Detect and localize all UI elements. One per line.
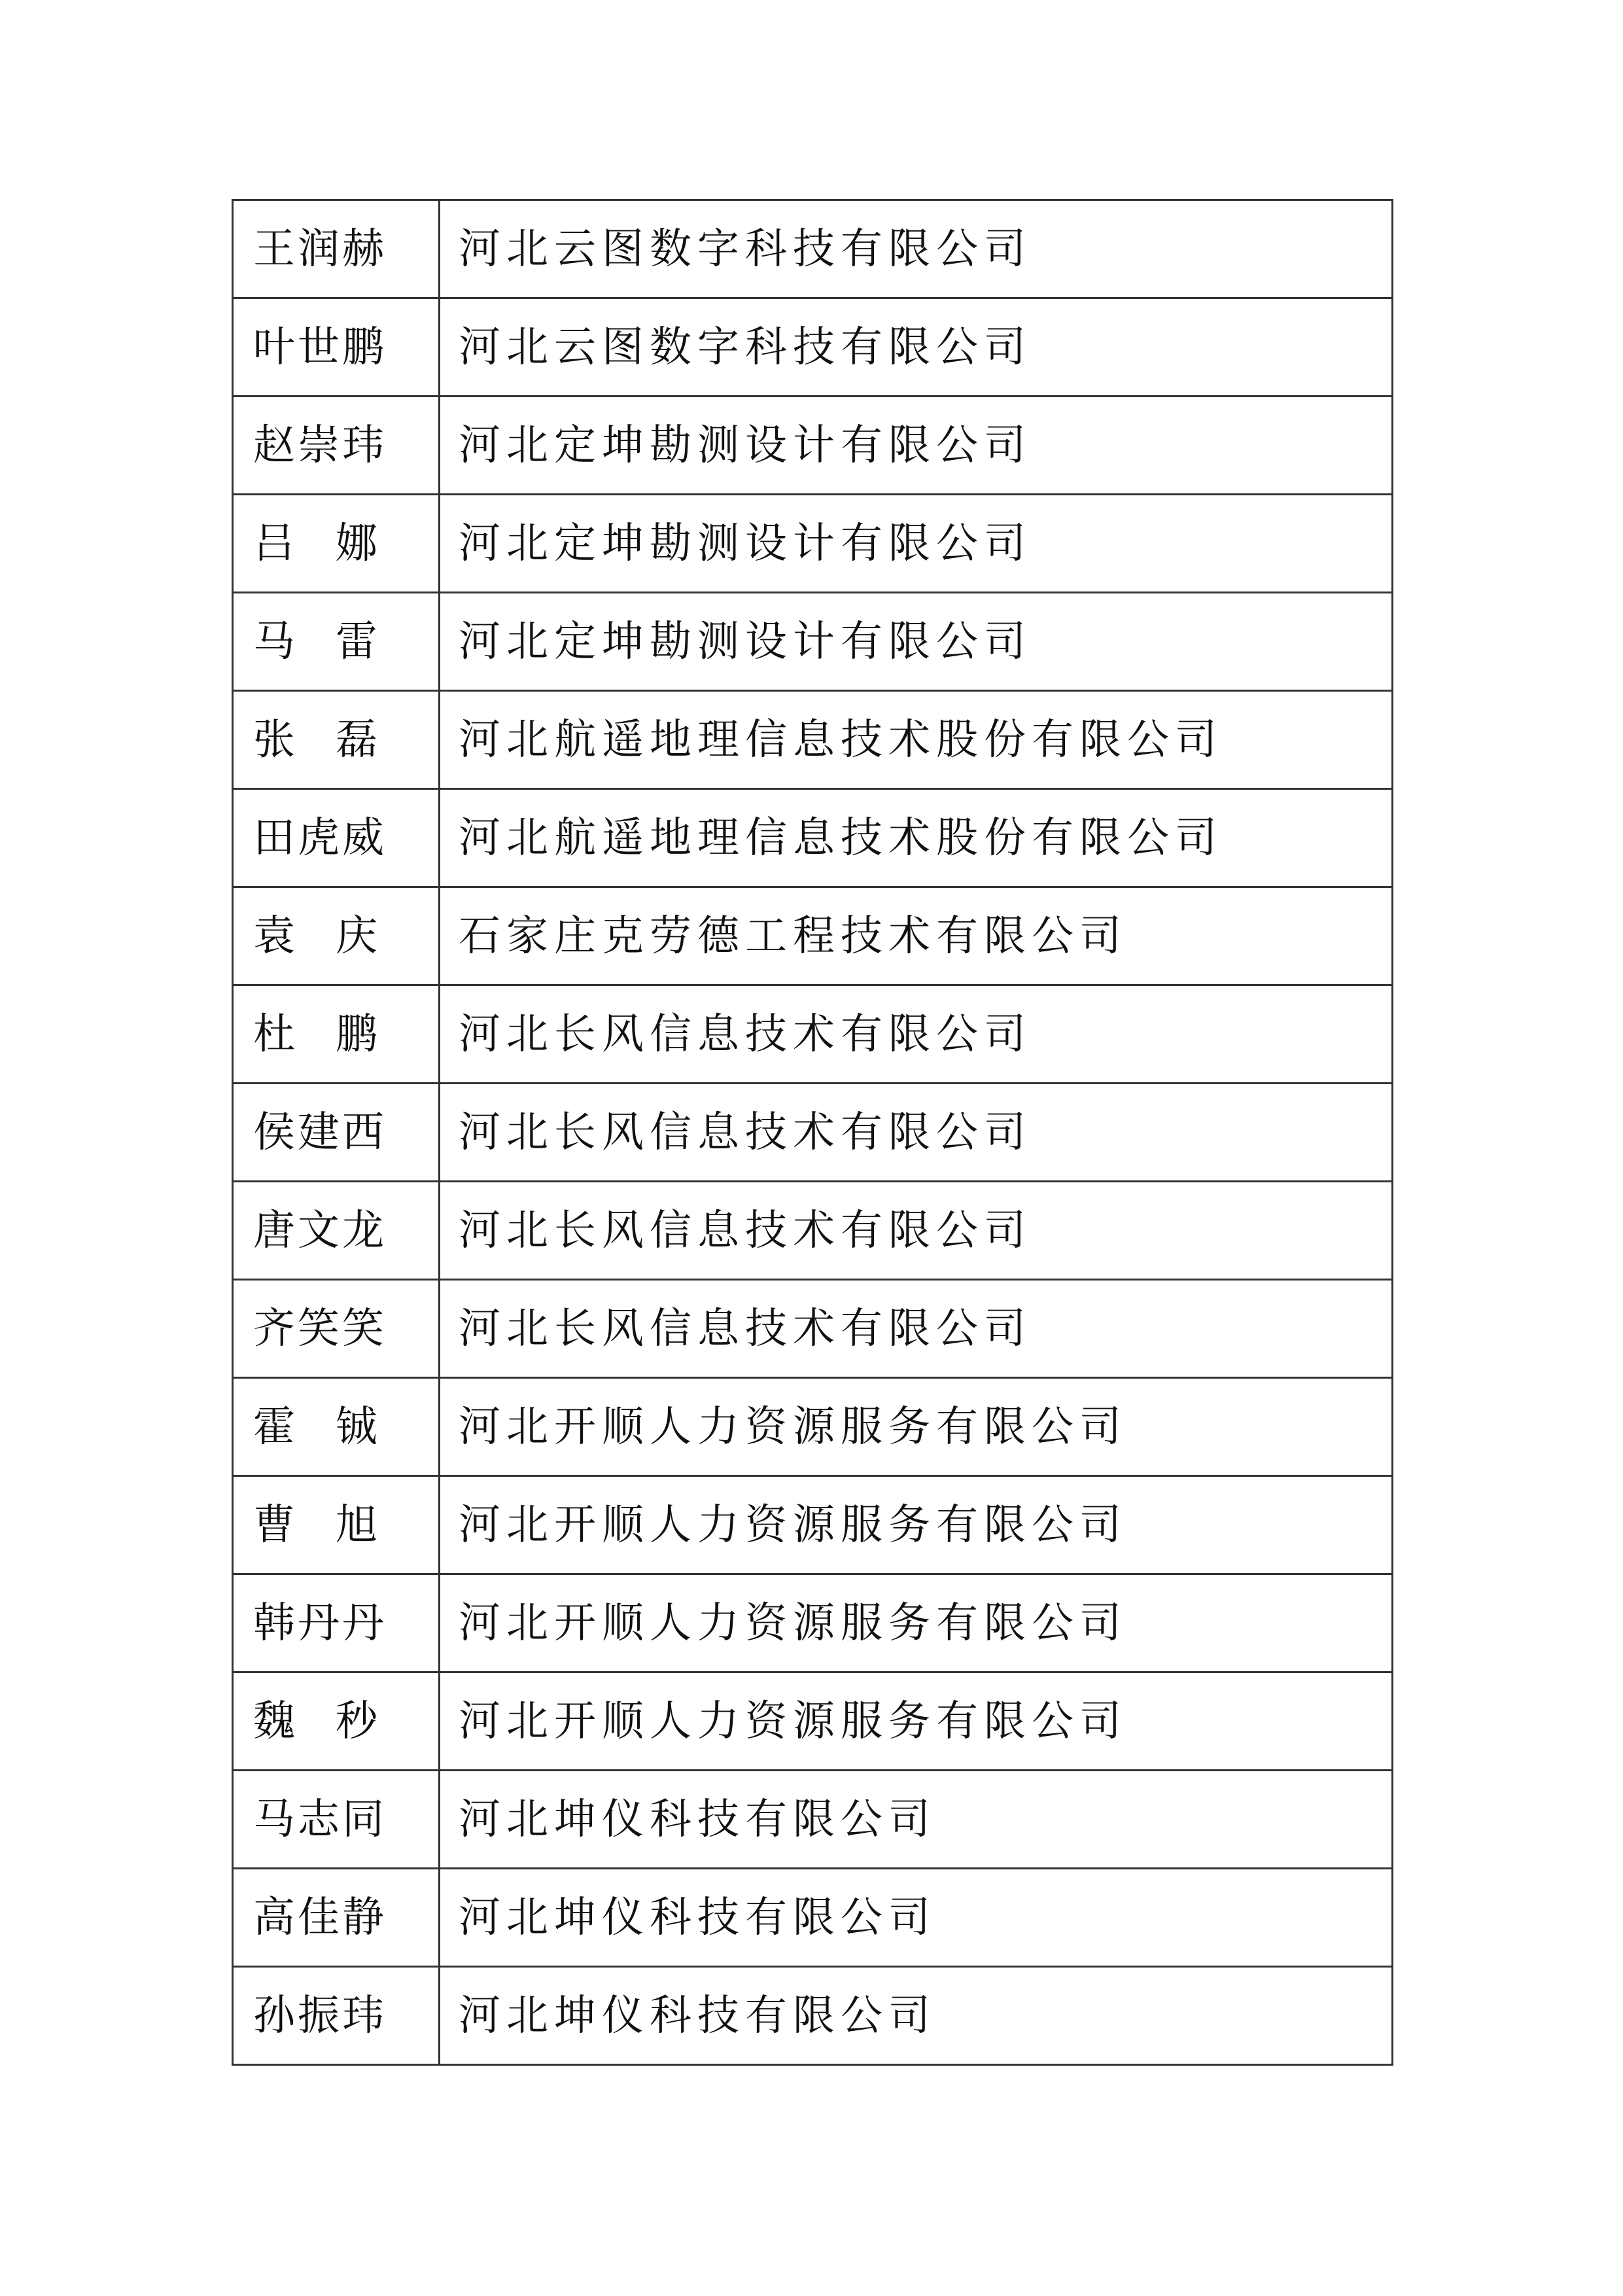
company-name: 河北定坤勘测设计有限公司 (459, 617, 1032, 666)
person-name (253, 1697, 377, 1746)
company-name: 河北开顺人力资源服务有限公司 (459, 1500, 1127, 1549)
person-name (253, 617, 377, 666)
table-row (233, 1771, 1393, 1869)
person-name (253, 1010, 377, 1059)
company-cell (440, 200, 1393, 298)
name-character: 娜 (336, 519, 377, 568)
name-character: 马 (253, 617, 295, 666)
name-cell (233, 200, 440, 298)
company-name: 河北航遥地理信息技术股份有限公司 (459, 813, 1223, 862)
name-cell (233, 1280, 440, 1378)
name-character: 铖 (336, 1402, 377, 1451)
person-name: 孙振玮 (253, 1991, 387, 2040)
company-name: 河北长风信息技术有限公司 (459, 1010, 1032, 1059)
person-name (253, 715, 377, 764)
company-name: 河北坤仪科技有限公司 (459, 1991, 936, 2040)
company-cell (440, 1084, 1393, 1182)
company-name: 河北开顺人力资源服务有限公司 (459, 1598, 1127, 1648)
table-row (233, 1967, 1393, 2065)
company-name: 河北长风信息技术有限公司 (459, 1206, 1032, 1255)
company-cell (440, 1378, 1393, 1476)
person-name (253, 1402, 377, 1451)
name-cell (233, 298, 440, 397)
table-row (233, 1672, 1393, 1771)
name-cell (233, 397, 440, 495)
person-name: 齐笑笑 (253, 1304, 387, 1353)
name-cell (233, 593, 440, 691)
table-row (233, 691, 1393, 789)
table-row (233, 1182, 1393, 1280)
name-cell (233, 789, 440, 887)
name-character: 鹏 (336, 1010, 377, 1059)
person-name: 田虎威 (253, 813, 387, 862)
company-cell (440, 1476, 1393, 1574)
table-row (233, 1084, 1393, 1182)
company-name: 河北长风信息技术有限公司 (459, 1108, 1032, 1157)
company-cell (440, 1771, 1393, 1869)
company-cell (440, 298, 1393, 397)
name-character: 吕 (253, 519, 295, 568)
name-cell (233, 1967, 440, 2065)
name-cell (233, 1378, 440, 1476)
name-character: 张 (253, 715, 295, 764)
table-row (233, 495, 1393, 593)
name-cell (233, 1182, 440, 1280)
company-name: 河北坤仪科技有限公司 (459, 1893, 936, 1942)
person-name: 叶世鹏 (253, 323, 387, 372)
person-name: 高佳静 (253, 1893, 387, 1942)
table-row (233, 887, 1393, 985)
company-name: 石家庄克劳德工程技术有限公司 (459, 911, 1127, 961)
company-cell (440, 593, 1393, 691)
name-character: 雷 (336, 617, 377, 666)
company-cell (440, 495, 1393, 593)
person-name (253, 1500, 377, 1549)
person-name (253, 911, 377, 961)
name-cell (233, 1084, 440, 1182)
table-row (233, 1869, 1393, 1967)
table-row (233, 1378, 1393, 1476)
person-name: 王润赫 (253, 224, 387, 274)
company-cell (440, 1869, 1393, 1967)
name-cell (233, 1771, 440, 1869)
table-row (233, 593, 1393, 691)
name-character: 袁 (253, 911, 295, 961)
table-row (233, 298, 1393, 397)
company-name: 河北长风信息技术有限公司 (459, 1304, 1032, 1353)
name-character: 霍 (253, 1402, 295, 1451)
company-name: 河北定坤勘测设计有限公司 (459, 519, 1032, 568)
company-name: 河北坤仪科技有限公司 (459, 1795, 936, 1844)
company-cell (440, 789, 1393, 887)
company-cell (440, 887, 1393, 985)
name-character: 魏 (253, 1697, 295, 1746)
company-name: 河北开顺人力资源服务有限公司 (459, 1402, 1127, 1451)
name-character: 磊 (336, 715, 377, 764)
person-name: 唐文龙 (253, 1206, 387, 1255)
name-character: 曹 (253, 1500, 295, 1549)
company-name: 河北航遥地理信息技术股份有限公司 (459, 715, 1223, 764)
table-row (233, 985, 1393, 1084)
person-name: 马志同 (253, 1795, 387, 1844)
person-name: 韩丹丹 (253, 1598, 387, 1648)
table-row (233, 200, 1393, 298)
company-name: 河北云图数字科技有限公司 (459, 323, 1032, 372)
table-row (233, 789, 1393, 887)
name-cell (233, 691, 440, 789)
company-cell (440, 985, 1393, 1084)
name-cell (233, 1574, 440, 1672)
roster-table (232, 199, 1393, 2066)
name-character: 秒 (336, 1697, 377, 1746)
person-name: 侯建西 (253, 1108, 387, 1157)
table-row (233, 1574, 1393, 1672)
table-row (233, 397, 1393, 495)
name-cell (233, 495, 440, 593)
name-cell (233, 1869, 440, 1967)
company-cell (440, 1967, 1393, 2065)
person-name: 赵崇玮 (253, 421, 387, 470)
name-cell (233, 1672, 440, 1771)
name-character: 旭 (336, 1500, 377, 1549)
name-character: 庆 (336, 911, 377, 961)
name-cell (233, 1476, 440, 1574)
name-character: 杜 (253, 1010, 295, 1059)
company-name: 河北开顺人力资源服务有限公司 (459, 1697, 1127, 1746)
table-row (233, 1476, 1393, 1574)
table-row (233, 1280, 1393, 1378)
company-cell (440, 691, 1393, 789)
name-cell (233, 985, 440, 1084)
name-cell (233, 887, 440, 985)
company-cell (440, 1574, 1393, 1672)
company-name: 河北云图数字科技有限公司 (459, 224, 1032, 274)
company-name: 河北定坤勘测设计有限公司 (459, 421, 1032, 470)
company-cell (440, 397, 1393, 495)
person-name (253, 519, 377, 568)
roster-table-body (233, 200, 1393, 2065)
company-cell (440, 1182, 1393, 1280)
company-cell (440, 1672, 1393, 1771)
company-cell (440, 1280, 1393, 1378)
